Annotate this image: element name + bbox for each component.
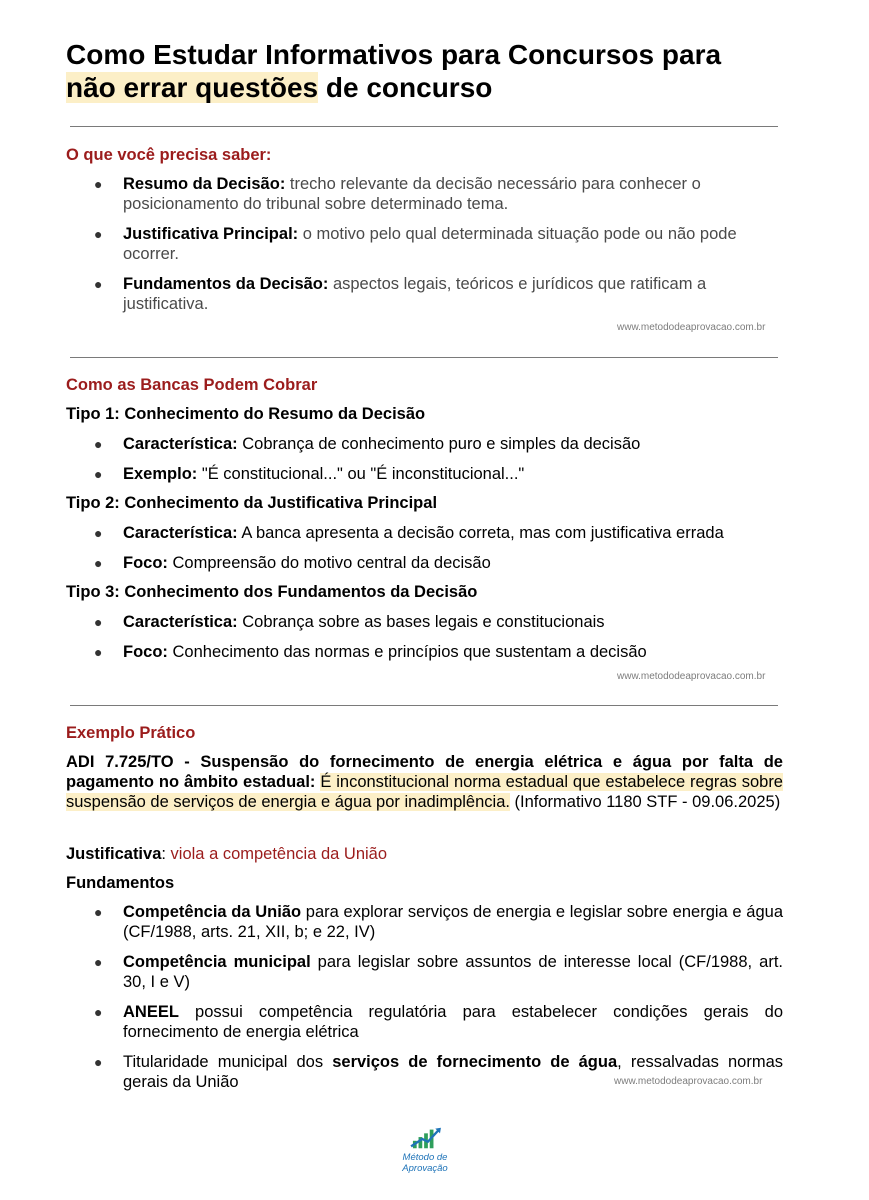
list-item xyxy=(0,612,869,632)
logo-text xyxy=(394,1152,456,1174)
section1-heading: O que você precisa saber: xyxy=(66,146,272,164)
adi-reference: (Informativo 1180 STF - 09.06.2025) xyxy=(509,793,781,811)
bullet-icon: ● xyxy=(94,525,103,541)
bullet-icon: ● xyxy=(94,176,103,192)
divider-1 xyxy=(70,126,778,127)
watermark: www.metododeaprovacao.com.br xyxy=(614,1076,763,1087)
item-sep: : xyxy=(279,175,286,193)
item-term: Característica: xyxy=(123,524,238,542)
item-desc: A banca apresenta a decisão correta, mas com justificativa errada xyxy=(237,524,724,542)
logo-line1: Método de xyxy=(402,1152,448,1163)
item-desc: para explorar serviços de energia e legislar sobre energia e água (CF/1988, arts. 21, XII, b; e 22, IV) xyxy=(123,903,783,941)
item-desc: , ressalvadas normas gerais da União xyxy=(123,1053,783,1091)
fundamentos-label xyxy=(66,873,783,893)
item-desc: "É constitucional..." ou "É inconstitucional..." xyxy=(197,465,525,483)
type1-heading: Tipo 1: Conhecimento do Resumo da Decisão xyxy=(66,405,426,423)
adi-title: ADI 7.725/TO - Suspensão do fornecimento de energia elétrica e água por falta de pagamento no âmbito estadual: xyxy=(66,753,783,791)
title-highlight: não errar questões xyxy=(66,72,319,103)
justificativa-value: viola a competência da União xyxy=(170,845,388,863)
type1-list xyxy=(0,434,869,484)
watermark: www.metododeaprovacao.com.br xyxy=(617,671,766,682)
adi-highlight: É inconstitucional norma estadual que estabelece regras sobre suspensão de serviços de energia e água por inadimplência. xyxy=(66,773,783,811)
item-term: Exemplo: xyxy=(123,465,198,483)
list-item xyxy=(0,952,869,992)
justificativa-line xyxy=(66,844,783,864)
list-item xyxy=(0,642,869,662)
section1-list xyxy=(0,174,869,314)
list-item xyxy=(0,464,869,484)
list-item xyxy=(0,902,869,942)
item-desc: trecho relevante da decisão necessário para conhecer o posicionamento do tribunal sobre determinado tema. xyxy=(123,175,701,213)
item-term: Resumo da Decisão xyxy=(123,175,280,193)
bullet-icon: ● xyxy=(94,644,103,660)
justificativa-sep: : xyxy=(161,845,171,863)
list-item xyxy=(0,224,869,264)
item-term: Justificativa Principal: xyxy=(123,225,299,243)
type3-list xyxy=(0,612,869,662)
list-item xyxy=(0,523,869,543)
item-desc: Compreensão do motivo central da decisão xyxy=(167,554,491,572)
bullet-icon: ● xyxy=(94,555,103,571)
page-title xyxy=(66,38,806,104)
list-item xyxy=(0,1002,869,1042)
bullet-icon: ● xyxy=(94,1004,103,1020)
section2-heading: Como as Bancas Podem Cobrar xyxy=(66,376,318,394)
bullet-icon: ● xyxy=(94,436,103,452)
fundamentos-heading: Fundamentos xyxy=(66,874,175,892)
item-term: Característica: xyxy=(123,435,238,453)
item-desc: aspectos legais, teóricos e jurídicos que ratificam a justificativa. xyxy=(123,275,707,313)
item-desc: possui competência regulatória para estabelecer condições gerais do fornecimento de energia elétrica xyxy=(123,1003,783,1041)
item-term: serviços de fornecimento de água xyxy=(332,1053,618,1071)
item-desc: para legislar sobre assuntos de interesse local (CF/1988, art. 30, I e V) xyxy=(123,953,783,991)
logo-line2: Aprovação xyxy=(402,1163,448,1174)
item-pre: Titularidade municipal dos xyxy=(123,1053,333,1071)
bullet-icon: ● xyxy=(94,1054,103,1070)
bullet-icon: ● xyxy=(94,226,103,242)
adi-paragraph xyxy=(66,752,783,812)
list-item xyxy=(0,434,869,454)
type2-list xyxy=(0,523,869,573)
type3-heading: Tipo 3: Conhecimento dos Fundamentos da Decisão xyxy=(66,583,478,601)
item-term: Característica: xyxy=(123,613,238,631)
bullet-icon: ● xyxy=(94,954,103,970)
bullet-icon: ● xyxy=(94,614,103,630)
item-desc: o motivo pelo qual determinada situação pode ou não pode ocorrer. xyxy=(123,225,737,263)
item-term: Fundamentos da Decisão: xyxy=(123,275,329,293)
fundamentos-list xyxy=(0,902,869,1092)
list-item xyxy=(0,553,869,573)
item-term: Foco: xyxy=(123,554,168,572)
bullet-icon: ● xyxy=(94,276,103,292)
bullet-icon: ● xyxy=(94,904,103,920)
item-desc: Cobrança de conhecimento puro e simples da decisão xyxy=(237,435,641,453)
type2-heading: Tipo 2: Conhecimento da Justificativa Principal xyxy=(66,494,438,512)
title-line1: Como Estudar Informativos para Concursos para xyxy=(66,39,722,70)
item-term: ANEEL xyxy=(123,1003,179,1021)
item-term: Competência da União xyxy=(123,903,302,921)
item-desc: Cobrança sobre as bases legais e constitucionais xyxy=(237,613,605,631)
section3-heading: Exemplo Prático xyxy=(66,724,196,742)
title-rest: de concurso xyxy=(318,72,493,103)
item-term: Competência municipal xyxy=(123,953,311,971)
metodo-aprovacao-logo-icon xyxy=(396,1124,456,1152)
watermark: www.metododeaprovacao.com.br xyxy=(617,322,766,333)
justificativa-label: Justificativa xyxy=(66,845,162,863)
bullet-icon: ● xyxy=(94,466,103,482)
divider-2 xyxy=(70,357,778,358)
item-desc: Conhecimento das normas e princípios que sustentam a decisão xyxy=(167,643,647,661)
list-item xyxy=(0,274,869,314)
list-item xyxy=(0,174,869,214)
item-term: Foco: xyxy=(123,643,168,661)
divider-3 xyxy=(70,705,778,706)
